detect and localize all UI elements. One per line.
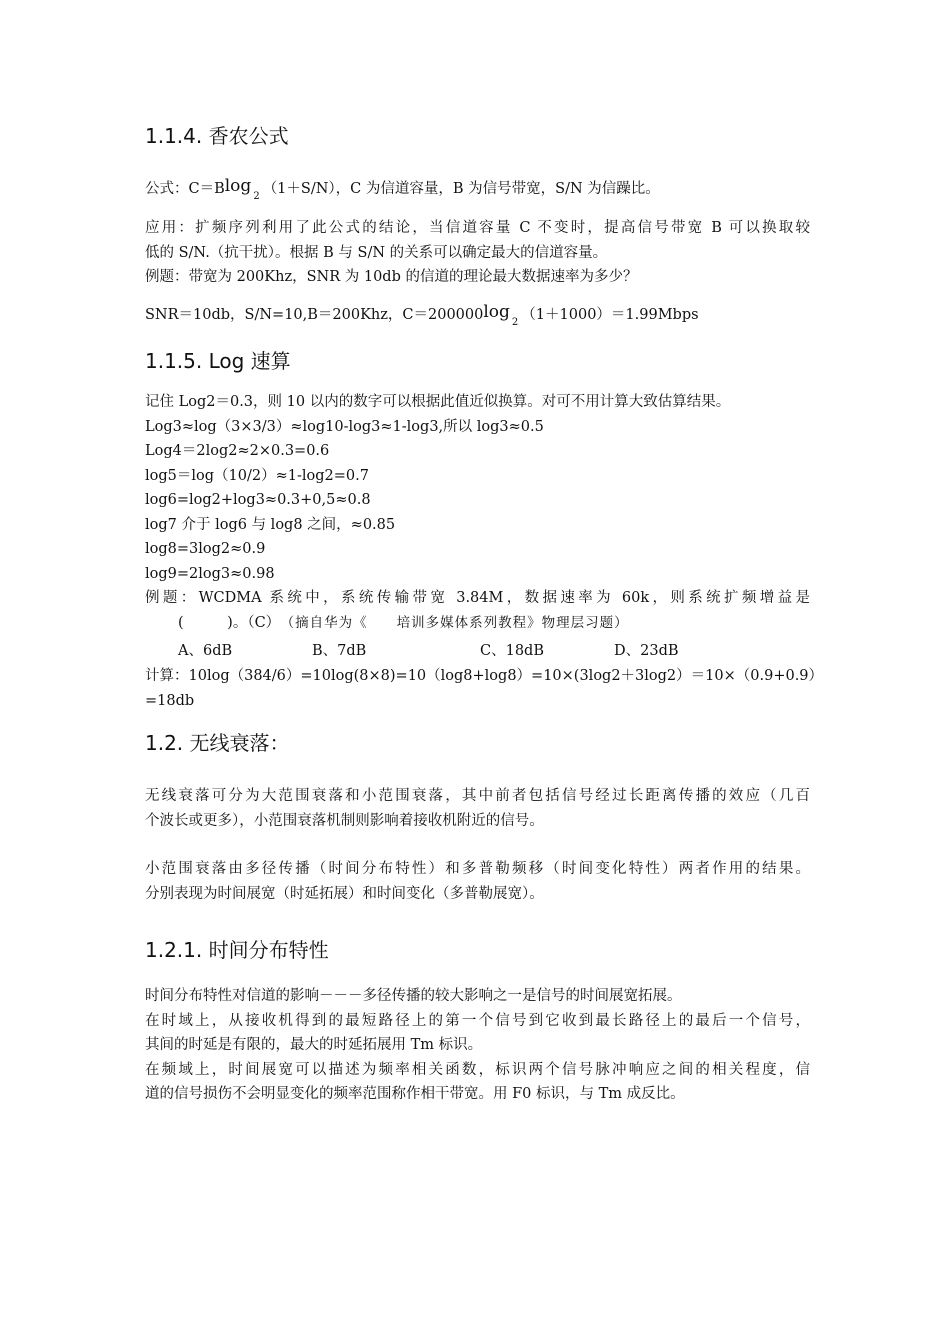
formula-log: log <box>224 176 252 196</box>
example-answer <box>145 302 810 330</box>
fading-paragraph-2 <box>145 857 810 906</box>
time-line: 时间分布特性对信道的影响－－－多径传播的较大影响之一是信号的时间展宽拓展。 <box>145 988 682 1004</box>
log-line: log8=3log2≈0.9 <box>145 541 266 557</box>
option-d: D、23dB <box>614 643 679 659</box>
log-line: log5＝log（10/2）≈1-log2=0.7 <box>145 467 369 484</box>
log-line: log9=2log3≈0.98 <box>145 565 275 582</box>
time-line: 在时域上，从接收机得到的最短路径上的第一个信号到它收到最长路径上的最后一个信号， <box>145 1012 810 1029</box>
fading-line: 小范围衰落由多径传播（时间分布特性）和多普勒频移（时间变化特性）两者作用的结果。 <box>145 861 810 877</box>
fading-paragraph-1 <box>145 784 810 833</box>
log-line: log7 介于 log6 与 log8 之间，≈0.85 <box>145 516 396 533</box>
time-line: 在频域上，时间展宽可以描述为频率相关函数，标识两个信号脉冲响应之间的相关程度，信 <box>145 1061 810 1078</box>
option-a: A、6dB <box>178 643 233 659</box>
heading-shannon: 1.1.4. 香农公式 <box>145 124 289 148</box>
question-blank: ( )。（C） <box>178 614 288 631</box>
wcdma-question: 例题：WCDMA 系统中，系统传输带宽 3.84M，数据速率为 60k，则系统扩频增益是 <box>145 590 810 606</box>
time-distribution-body <box>145 984 810 1107</box>
shannon-formula <box>145 176 810 204</box>
application-line: 应用：扩频序列利用了此公式的结论，当信道容量 C 不变时，提高信号带宽 B 可以换取较 <box>145 220 810 236</box>
log-line: log6=log2+log3≈0.3+0,5≈0.8 <box>145 492 371 508</box>
wcdma-question-cont <box>145 611 810 636</box>
heading-wireless-fading: 1.2. 无线衰落： <box>145 731 290 755</box>
answer-log-base: 2 <box>511 317 519 328</box>
fading-line: 个波长或更多），小范围衰落机制则影响着接收机附近的信号。 <box>145 812 544 829</box>
fading-line: 无线衰落可分为大范围衰落和小范围衰落，其中前者包括信号经过长距离传播的效应（几百 <box>145 788 810 804</box>
time-line: 道的信号损伤不会明显变化的频率范围称作相干带宽。用 F0 标识，与 Tm 成反比。 <box>145 1086 685 1102</box>
log-line: Log4＝2log2≈2×0.3=0.6 <box>145 443 330 459</box>
log-line: Log3≈log（3×3/3）≈log10-log3≈1-log3,所以 log3≈0.5 <box>145 418 544 435</box>
answer-log: log <box>483 302 510 322</box>
log-quick-body <box>145 390 810 635</box>
heading-log-quick: 1.1.5. Log 速算 <box>145 349 291 373</box>
option-b: B、7dB <box>312 643 367 659</box>
application-line: 低的 S/N.（抗干扰）。根据 B 与 S/N 的关系可以确定最大的信道容量。 <box>145 244 608 261</box>
fading-line: 分别表现为时间展宽（时延拓展）和时间变化（多普勒展宽）。 <box>145 885 544 902</box>
formula-prefix: 公式：C＝B <box>145 181 225 197</box>
log-line: 记住 Log2＝0.3，则 10 以内的数字可以根据此值近似换算。对可不用计算大致估算结果。 <box>145 394 731 410</box>
answer-prefix: SNR＝10db，S/N=10,B＝200Khz，C＝200000 <box>145 307 484 323</box>
calculation-line: 计算：10log（384/6）=10log(8×8)=10（log8+log8）=10×(3log2＋3log2）＝10×（0.9+0.9） <box>145 668 824 684</box>
calculation <box>145 664 824 713</box>
question-source: （摘自华为《 培训多媒体系列教程》物理层习题） <box>287 614 629 631</box>
formula-log-base: 2 <box>253 191 260 202</box>
calculation-result: =18db <box>145 692 195 709</box>
answer-suffix: （1＋1000）＝1.99Mbps <box>521 307 699 323</box>
option-c: C、18dB <box>480 643 544 659</box>
heading-time-distribution: 1.2.1. 时间分布特性 <box>145 938 329 962</box>
example-question: 例题：带宽为 200Khz，SNR 为 10db 的信道的理论最大数据速率为多少？ <box>145 269 638 285</box>
formula-suffix: （1＋S/N），C 为信道容量，B 为信号带宽，S/N 为信躁比。 <box>262 181 660 197</box>
shannon-application <box>145 216 810 290</box>
time-line: 其间的时延是有限的，最大的时延拓展用 Tm 标识。 <box>145 1037 483 1053</box>
